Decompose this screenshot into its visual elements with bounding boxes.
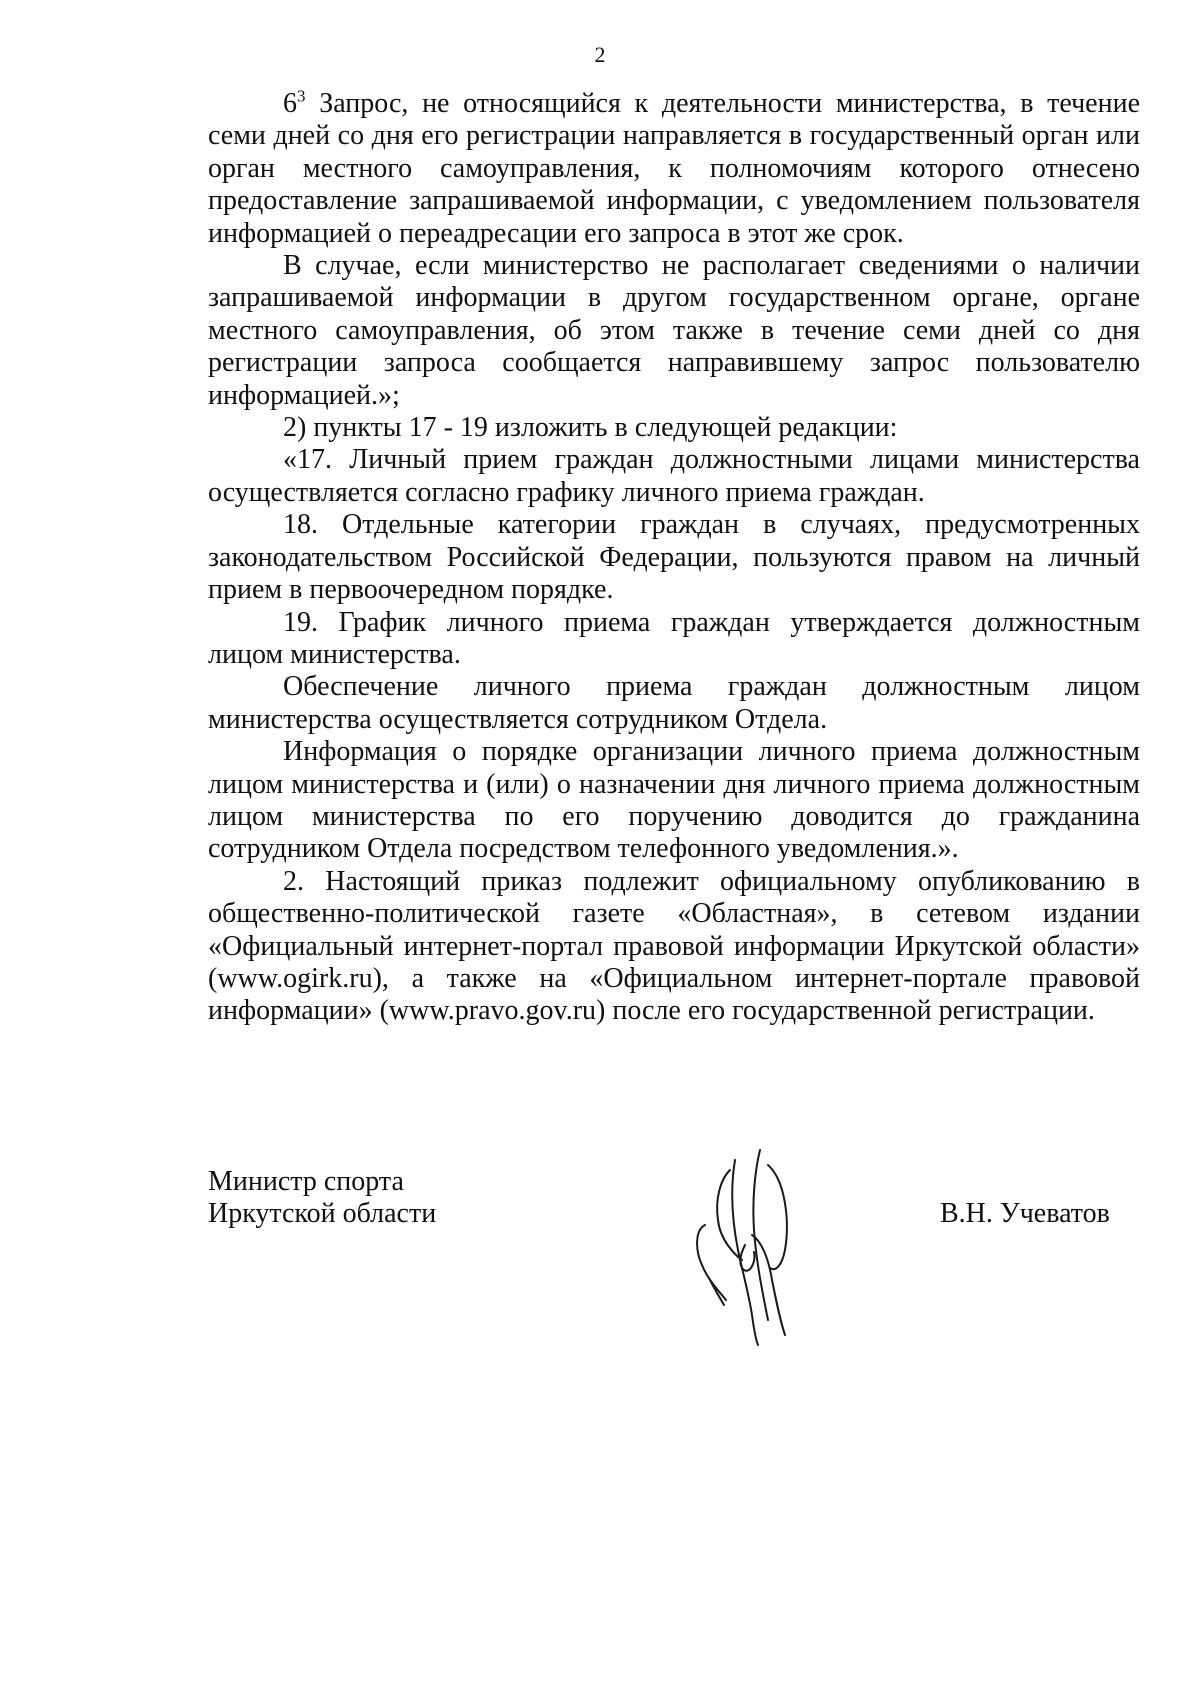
paragraph-9: 2. Настоящий приказ подлежит официальному опубликованию в общественно-политической газете «Областная», в сетевом издании «Официальный интернет-портал правовой информации Иркутской области» (www.ogirk.ru), а также на «Официальном интернет-портале правовой информации» (www.pravo.gov.ru) после его государственной регистрации. [208,865,1140,1027]
paragraph-8: Информация о порядке организации личного приема должностным лицом министерства и (или) о назначении дня личного приема должностным лицом министерства по его поручению доводится до гражданина сотрудником Отдела посредством телефонного уведомления.». [208,736,1140,865]
signatory-position-line-2: Иркутской области [208,1198,437,1229]
signatory-position-line-1: Министр спорта [208,1166,404,1197]
signatory-position [208,1166,436,1230]
paragraph-1-superscript: 3 [297,86,306,106]
paragraph-3: 2) пункты 17 - 19 изложить в следующей редакции: [283,412,898,444]
paragraph-1 [208,88,1140,250]
paragraph-1-text: Запрос, не относящийся к деятельности министерства, в течение семи дней со дня его регистрации направляется в государственный орган или орган местного самоуправления, к полномочиям которого отнесено предоставление запрашиваемой информации, с уведомлением пользователя информацией о переадресации его запроса в этот же срок. [208,88,1140,249]
page-number: 2 [594,42,606,67]
paragraph-6: 19. График личного приема граждан утверждается должностным лицом министерства. [208,606,1140,670]
paragraph-5: 18. Отдельные категории граждан в случаях, предусмотренных законодательством Российской Федерации, пользуются правом на личный прием в первоочередном порядке. [208,509,1140,606]
signatory-name: В.Н. Учеватов [940,1198,1110,1229]
paragraph-1-lead: 6 [283,88,297,119]
paragraph-7: Обеспечение личного приема граждан должностным лицом министерства осуществляется сотрудником Отдела. [208,671,1140,735]
document-body [208,88,1140,1028]
handwritten-signature-icon [690,1140,820,1350]
paragraph-2: В случае, если министерство не располагает сведениями о наличии запрашиваемой информации в другом государственном органе, органе местного самоуправления, об этом также в течение семи дней со дня регистрации запроса сообщается направившему запрос пользователю информацией.»; [208,250,1140,411]
paragraph-4: «17. Личный прием граждан должностными лицами министерства осуществляется согласно графику личного приема граждан. [208,444,1140,508]
